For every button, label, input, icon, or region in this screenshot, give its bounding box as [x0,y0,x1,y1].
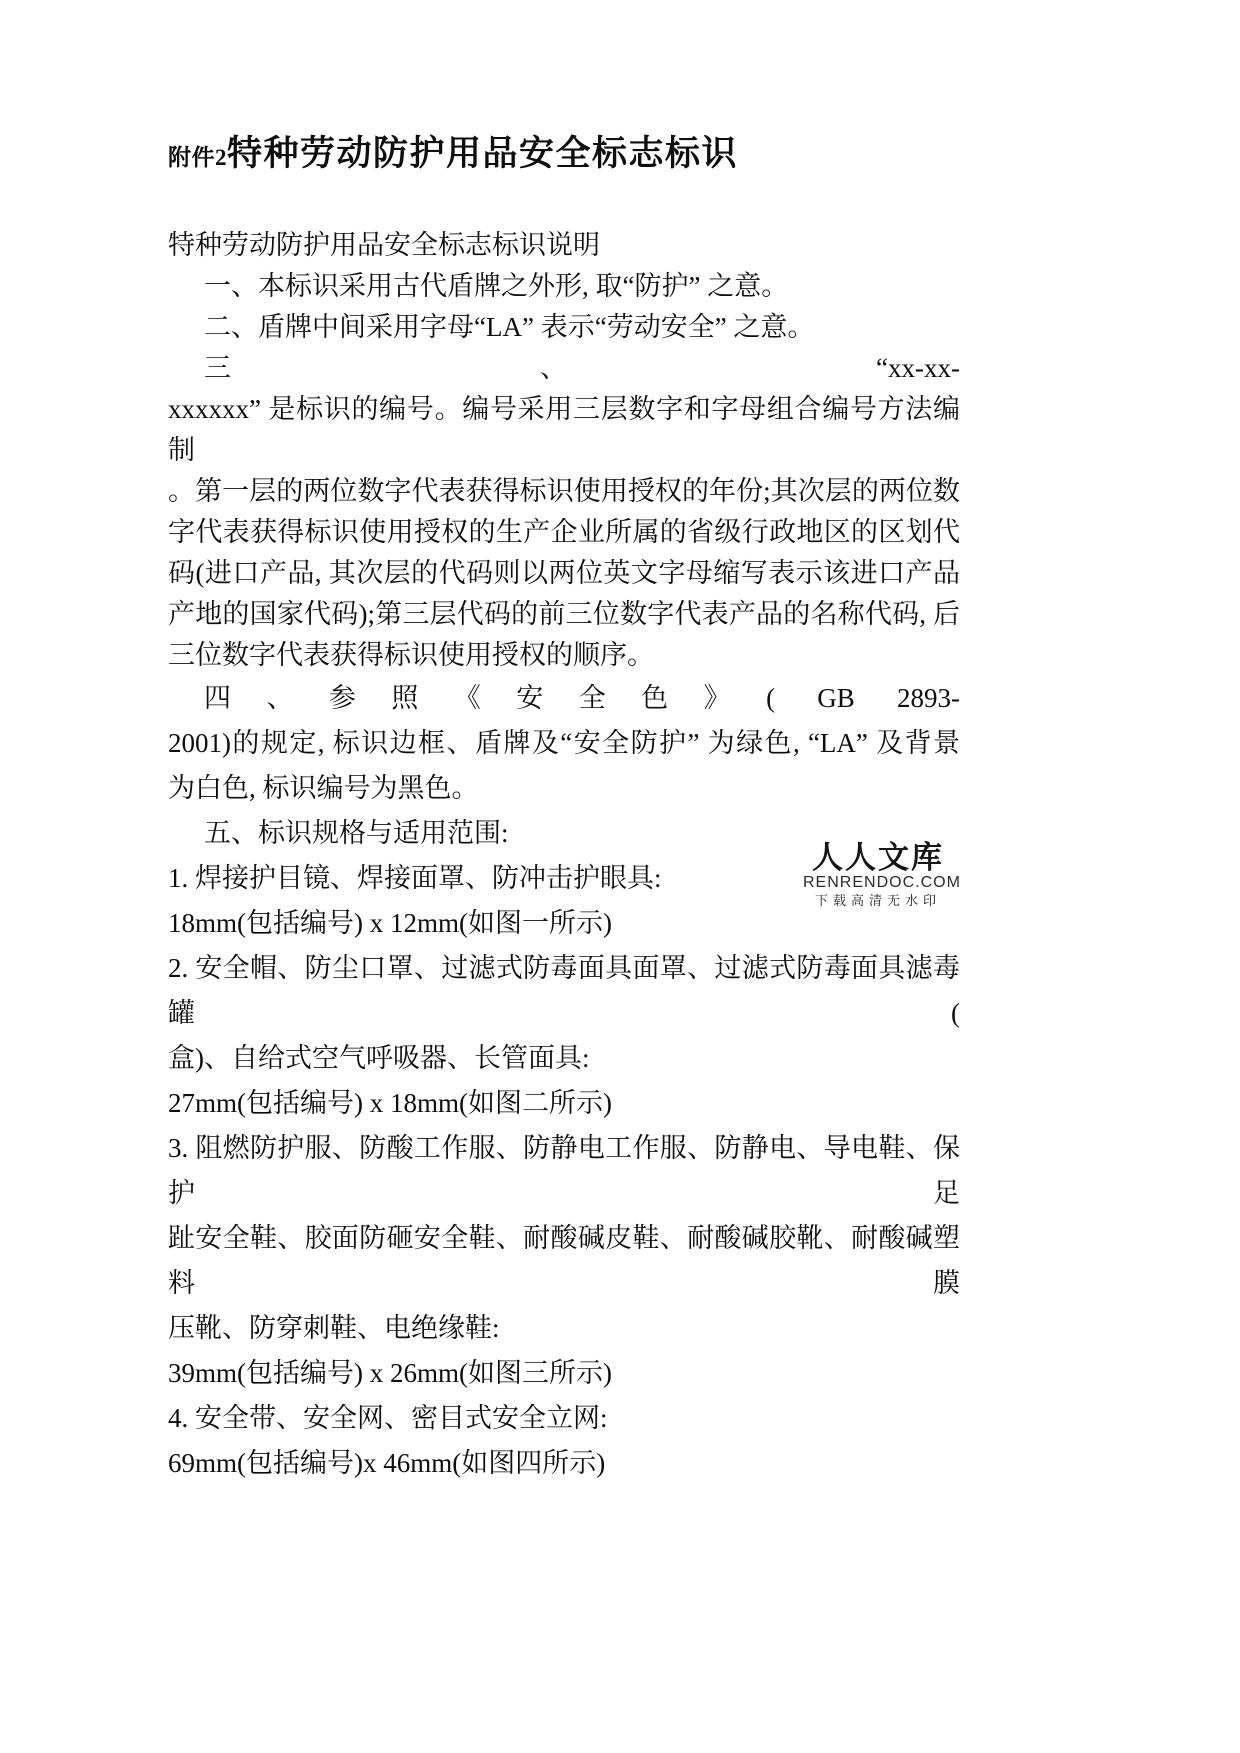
text-line: 码(进口产品, 其次层的代码则以两位英文字母缩写表示该进口产品 [168,558,960,588]
text-line: 四、参照《安全色》( GB 2893- [204,683,960,713]
text-line: 2001)的规定, 标识边框、盾牌及“安全防护” 为绿色, “LA” 及背景 [168,728,960,758]
watermark-brand: 人人文库 [812,840,944,875]
text-line: 69mm(包括编号)x 46mm(如图四所示) [168,1448,606,1478]
text-line: 三位数字代表获得标识使用授权的顺序。 [168,640,654,670]
attachment-label: 附件2 [168,145,227,170]
text-line: 1. 焊接护目镜、焊接面罩、防冲击护眼具: [168,863,662,893]
document-content [168,134,960,1486]
text-line: 字代表获得标识使用授权的生产企业所属的省级行政地区的区划代 [168,517,960,547]
text-line: 一、本标识采用古代盾牌之外形, 取“防护” 之意。 [204,271,789,301]
text-line: 三、“xx-xx- [204,353,960,383]
page-title: 特种劳动防护用品安全标志标识 [227,134,739,173]
watermark-tagline: 下载高清无水印 [814,893,941,908]
text-line: 趾安全鞋、胶面防砸安全鞋、耐酸碱皮鞋、耐酸碱胶靴、耐酸碱塑料膜 [168,1223,960,1298]
watermark [803,840,961,909]
text-line: 3. 阻燃防护服、防酸工作服、防静电工作服、防静电、导电鞋、保护足 [168,1133,960,1208]
text-line: 产地的国家代码);第三层代码的前三位数字代表产品的名称代码, 后 [168,599,960,629]
text-line: 特种劳动防护用品安全标志标识说明 [168,230,600,260]
watermark-site: RENRENDOC.COM [803,874,961,891]
text-line: 18mm(包括编号) x 12mm(如图一所示) [168,908,612,938]
text-line: 27mm(包括编号) x 18mm(如图二所示) [168,1088,612,1118]
text-line: 4. 安全带、安全网、密目式安全立网: [168,1403,608,1433]
text-line: 2. 安全帽、防尘口罩、过滤式防毒面具面罩、过滤式防毒面具滤毒罐( [168,953,960,1028]
text-line: 为白色, 标识编号为黑色。 [168,773,479,803]
text-line: 压靴、防穿刺鞋、电绝缘鞋: [168,1313,500,1343]
text-line: 。第一层的两位数字代表获得标识使用授权的年份;其次层的两位数 [168,476,960,506]
text-line: xxxxxx” 是标识的编号。编号采用三层数字和字母组合编号方法编制 [168,394,960,465]
text-line: 二、盾牌中间采用字母“LA” 表示“劳动安全” 之意。 [204,312,815,342]
text-line: 盒)、自给式空气呼吸器、长管面具: [168,1043,590,1073]
text-line: 39mm(包括编号) x 26mm(如图三所示) [168,1358,612,1388]
document-title-line [168,134,960,181]
text-line: 五、标识规格与适用范围: [204,818,509,848]
